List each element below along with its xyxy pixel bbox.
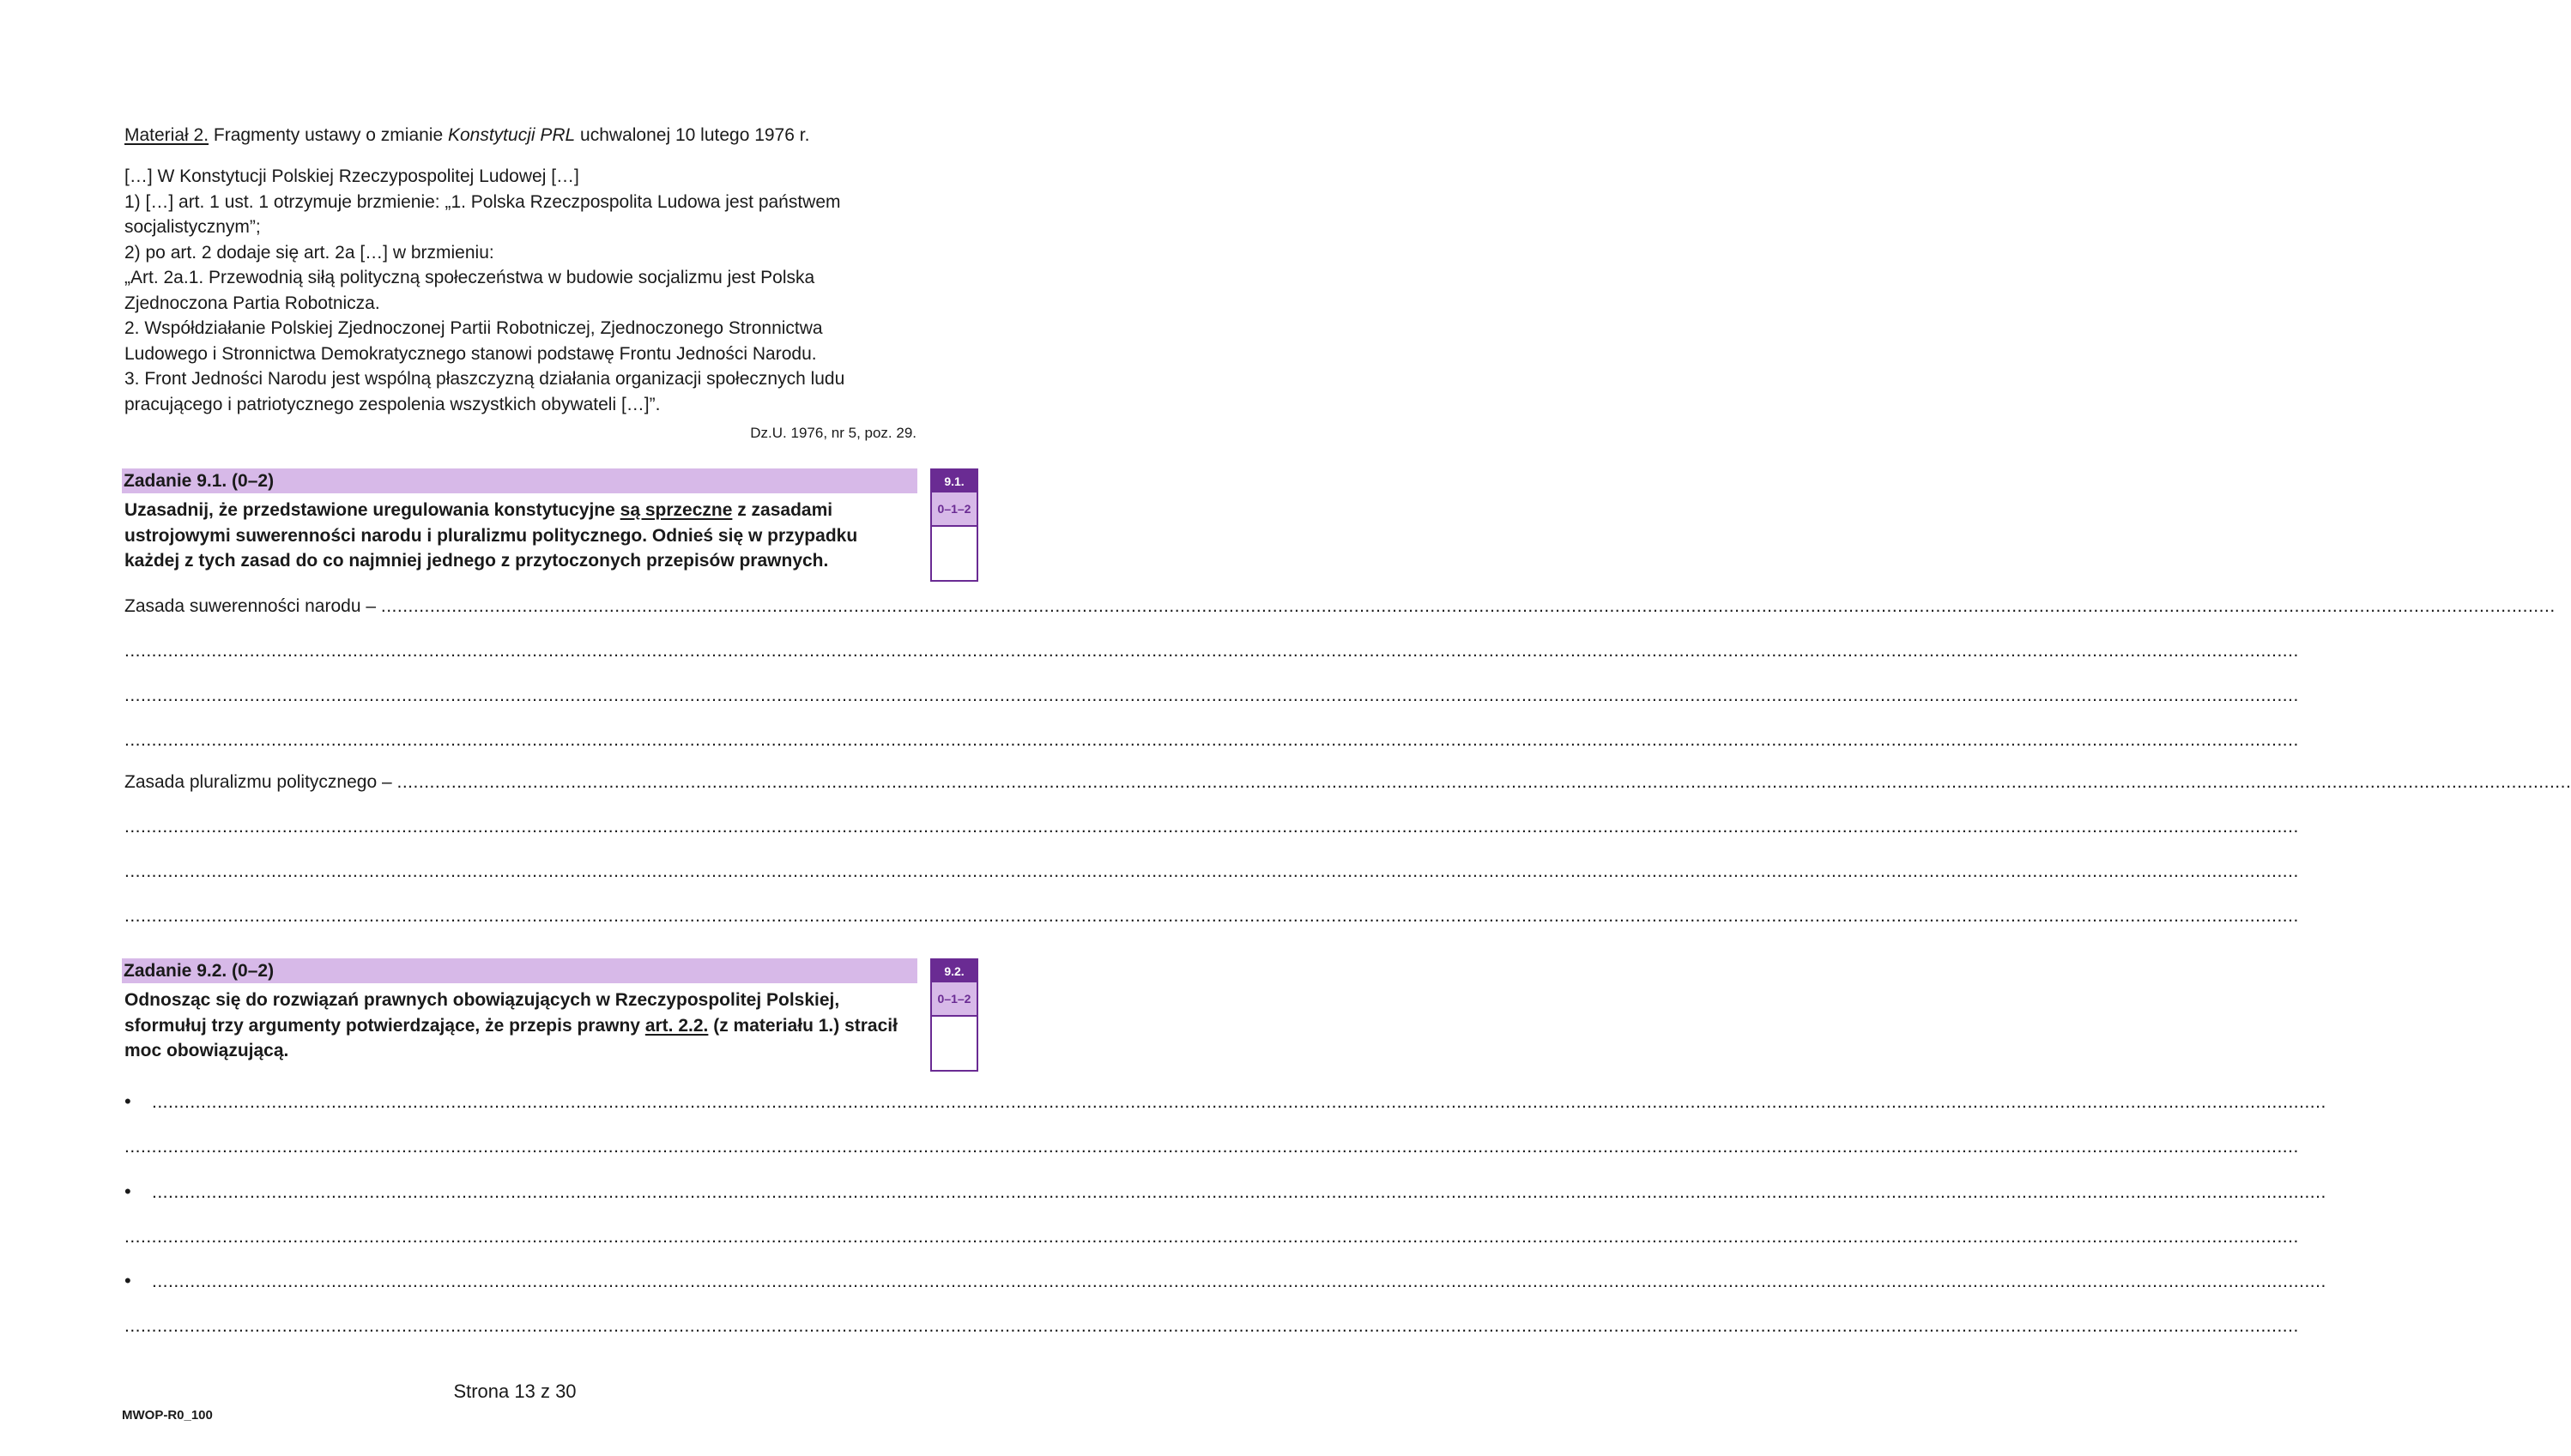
answer-line[interactable]: [124, 641, 2299, 662]
material-line: pracującego i patriotycznego zespolenia wszystkich obywateli […]”.: [124, 394, 661, 414]
answer-label-pluralism: Zasada pluralizmu politycznego –: [124, 772, 397, 792]
dotted-line: ................................................................................................................................................................................................................................................................................................................................................................................................................: [124, 817, 2299, 837]
answer-line-pluralism[interactable]: [124, 772, 2571, 793]
answer-line-sovereignty[interactable]: [124, 596, 2556, 617]
task-9-1-header: Zadanie 9.1. (0–2): [122, 468, 917, 493]
score-range: 0–1–2: [932, 492, 977, 527]
answer-line[interactable]: [124, 730, 2299, 751]
task-9-1-instruction: [124, 498, 914, 574]
answer-line[interactable]: [124, 1316, 2299, 1337]
task-9-2-text-underlined: art. 2.2.: [644, 1015, 709, 1036]
task-9-1-text-b: z zasadami ustrojowymi suwerenności narodu i pluralizmu politycznego. Odnieś się w przypadku każdej z tych zasad do co najmniej jednego z przytoczonych przepisów prawnych.: [124, 500, 858, 571]
task-9-2-text-b: (z materiału 1.) stracił moc obowiązującą.: [124, 1015, 898, 1060]
task-9-2-instruction: [124, 988, 914, 1064]
material-line: Zjednoczona Partia Robotnicza.: [124, 293, 380, 313]
answer-line[interactable]: [124, 817, 2299, 837]
bullet-answer-line[interactable]: [124, 1090, 2326, 1113]
dotted-line: ................................................................................................................................................................................................................................................................................................................................................................................................................: [124, 1316, 2299, 1336]
material-line: 1) […] art. 1 ust. 1 otrzymuje brzmienie: „1. Polska Rzeczpospolita Ludowa jest państwem: [124, 191, 841, 212]
material-text: [124, 164, 914, 417]
answer-label-sovereignty: Zasada suwerenności narodu –: [124, 596, 381, 616]
bullet-icon: •: [124, 1181, 131, 1202]
dotted-line: ................................................................................................................................................................................................................................................................................................................................................................................................................: [124, 1137, 2299, 1157]
material-title-part2: uchwalonej 10 lutego 1976 r.: [575, 125, 810, 145]
material-source: Dz.U. 1976, nr 5, poz. 29.: [750, 425, 916, 441]
score-box-9-2: [930, 958, 978, 1072]
score-range: 0–1–2: [932, 982, 977, 1017]
material-line: […] W Konstytucji Polskiej Rzeczypospolitej Ludowej […]: [124, 166, 579, 186]
material-line: socjalistycznym”;: [124, 217, 261, 237]
answer-line[interactable]: [124, 686, 2299, 706]
answer-line[interactable]: [124, 861, 2299, 882]
task-9-1-text-a: Uzasadnij, że przedstawione uregulowania konstytucyjne: [124, 500, 620, 520]
dotted-line: ................................................................................................................................................................................................................................................................................................................................................................................................................: [152, 1092, 2326, 1112]
material-title-part1: Fragmenty ustawy o zmianie: [209, 125, 448, 145]
score-id: 9.2.: [932, 960, 977, 982]
material-heading: [124, 123, 914, 148]
task-9-2-header: Zadanie 9.2. (0–2): [122, 958, 917, 983]
bullet-answer-line[interactable]: [124, 1270, 2326, 1292]
dotted-line: ................................................................................................................................................................................................................................................................................................................................................................................................................: [124, 686, 2299, 705]
bullet-answer-line[interactable]: [124, 1181, 2326, 1203]
score-box-9-1: [930, 468, 978, 582]
dotted-line: ................................................................................................................................................................................................................................................................................................................................................................................................................: [380, 596, 2556, 616]
answer-line[interactable]: [124, 1227, 2299, 1248]
score-id: 9.1.: [932, 470, 977, 492]
material-line: 2) po art. 2 dodaje się art. 2a […] w brzmieniu:: [124, 242, 494, 263]
material-line: Ludowego i Stronnictwa Demokratycznego stanowi podstawę Frontu Jedności Narodu.: [124, 343, 817, 364]
dotted-line: ................................................................................................................................................................................................................................................................................................................................................................................................................: [124, 906, 2299, 926]
dotted-line: ................................................................................................................................................................................................................................................................................................................................................................................................................: [124, 1227, 2299, 1247]
score-field[interactable]: [932, 527, 977, 580]
bullet-icon: •: [124, 1090, 131, 1112]
task-9-2-text-a: Odnosząc się do rozwiązań prawnych obowiązujących w Rzeczypospolitej Polskiej, sformułuj trzy argumenty potwierdzające, że przepis prawny: [124, 990, 840, 1036]
task-9-1-text-underlined: są sprzeczne: [620, 500, 733, 520]
dotted-line: ................................................................................................................................................................................................................................................................................................................................................................................................................: [124, 861, 2299, 881]
material-line: 3. Front Jedności Narodu jest wspólną płaszczyzną działania organizacji społecznych ludu: [124, 369, 845, 389]
score-field[interactable]: [932, 1017, 977, 1070]
material-line: „Art. 2a.1. Przewodnią siłą polityczną społeczeństwa w budowie socjalizmu jest Polska: [124, 268, 815, 287]
dotted-line: ................................................................................................................................................................................................................................................................................................................................................................................................................: [124, 641, 2299, 661]
dotted-line: ................................................................................................................................................................................................................................................................................................................................................................................................................: [124, 730, 2299, 750]
dotted-line: ................................................................................................................................................................................................................................................................................................................................................................................................................: [396, 772, 2571, 792]
material-line: 2. Współdziałanie Polskiej Zjednoczonej Partii Robotniczej, Zjednoczonego Stronnictwa: [124, 318, 823, 338]
page-number: Strona 13 z 30: [453, 1380, 577, 1402]
material-label: Materiał 2.: [124, 125, 209, 145]
dotted-line: ................................................................................................................................................................................................................................................................................................................................................................................................................: [152, 1182, 2326, 1202]
bullet-icon: •: [124, 1270, 131, 1291]
material-title-italic: Konstytucji PRL: [447, 125, 576, 145]
answer-line[interactable]: [124, 906, 2299, 927]
dotted-line: ................................................................................................................................................................................................................................................................................................................................................................................................................: [152, 1272, 2326, 1291]
exam-code: MWOP-R0_100: [122, 1408, 213, 1423]
answer-line[interactable]: [124, 1137, 2299, 1157]
